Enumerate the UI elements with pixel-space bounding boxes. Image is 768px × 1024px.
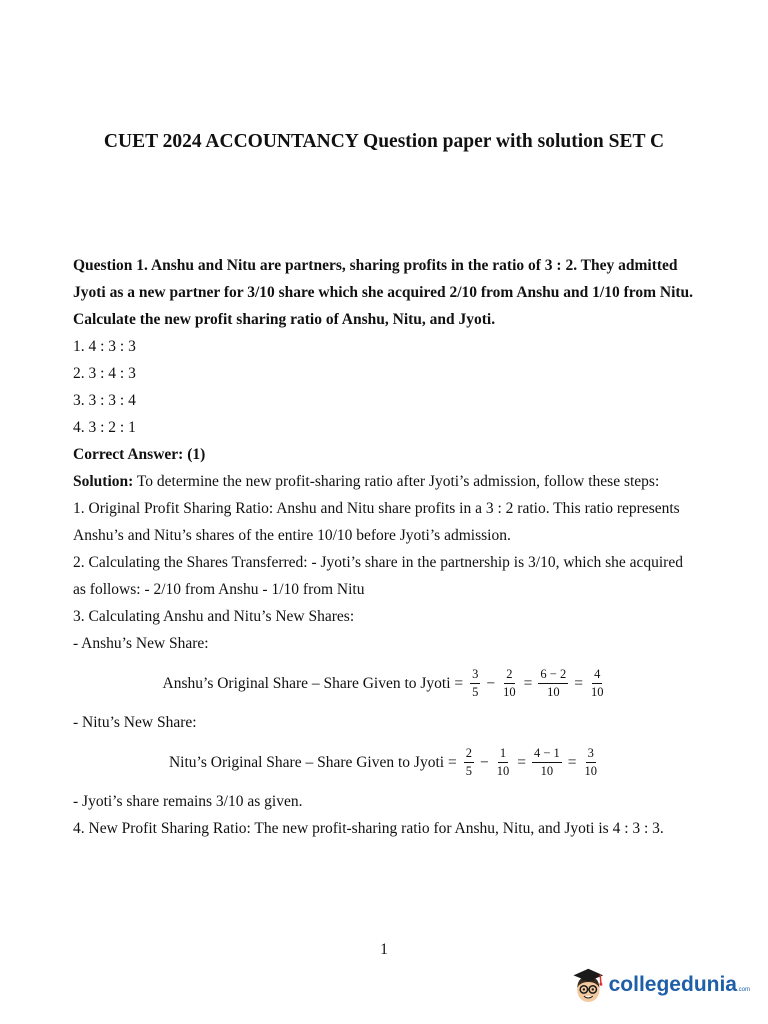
denominator: 5 <box>465 763 472 778</box>
equals-sign: = <box>517 753 526 771</box>
numerator: 4 − 1 <box>532 746 562 763</box>
numerator: 1 <box>498 746 508 763</box>
nitu-heading: - Nitu’s New Share: <box>73 714 197 731</box>
nitu-equation <box>73 736 698 788</box>
denominator: 10 <box>547 684 560 699</box>
denominator: 10 <box>584 763 598 778</box>
fraction <box>589 667 606 700</box>
logo-text: collegedunia <box>608 973 737 996</box>
equation-lhs: Anshu’s Original Share – Share Given to Jyoti = <box>162 674 464 692</box>
fraction <box>470 667 480 700</box>
equals-sign: = <box>523 674 533 692</box>
solution-paragraph <box>73 468 698 495</box>
numerator: 3 <box>586 746 596 763</box>
graduate-mascot-icon <box>572 959 605 1011</box>
numerator: 3 <box>470 667 480 684</box>
fraction <box>538 667 568 700</box>
fraction <box>464 746 474 779</box>
numerator: 4 <box>592 667 602 684</box>
question-text: Question 1. Anshu and Nitu are partners, sharing profits in the ratio of 3 : 2. They admitted Jyoti as a new partner for 3/10 share which she acquired 2/10 from Anshu and 1/10 from Nitu. Calculate the new profit sharing ratio of Anshu, Nitu, and Jyoti. <box>73 257 694 328</box>
denominator: 10 <box>503 684 516 699</box>
correct-answer: Correct Answer: (1) <box>73 446 206 463</box>
numerator: 2 <box>504 667 514 684</box>
logo-suffix: .com <box>736 987 750 993</box>
fraction <box>532 746 562 779</box>
minus-sign: − <box>486 674 496 692</box>
numerator: 2 <box>464 746 474 763</box>
anshu-heading: - Anshu’s New Share: <box>73 635 209 652</box>
step-2: 2. Calculating the Shares Transferred: - Jyoti’s share in the partnership is 3/10, which she acquired as follows: - 2/10 from Anshu - 1/10 from Nitu <box>73 554 683 598</box>
fraction <box>501 667 518 700</box>
denominator: 5 <box>472 684 479 699</box>
denominator: 10 <box>540 763 554 778</box>
collegedunia-logo <box>572 955 750 1015</box>
option-4: 4. 3 : 2 : 1 <box>73 419 136 436</box>
numerator: 6 − 2 <box>538 667 568 684</box>
minus-sign: − <box>479 753 489 771</box>
equals-sign: = <box>574 674 583 692</box>
option-2: 2. 3 : 4 : 3 <box>73 365 136 382</box>
page-number: 1 <box>380 941 388 958</box>
fraction <box>583 746 600 779</box>
solution-label: Solution: <box>73 473 134 490</box>
step-4: 4. New Profit Sharing Ratio: The new profit-sharing ratio for Anshu, Nitu, and Jyoti is 4 : 3 : 3. <box>73 820 664 837</box>
page-title: CUET 2024 ACCOUNTANCY Question paper with solution SET C <box>103 131 665 152</box>
equals-sign: = <box>567 753 577 771</box>
document-body <box>73 252 698 842</box>
denominator: 10 <box>496 763 510 778</box>
option-1: 1. 4 : 3 : 3 <box>73 338 136 355</box>
step-3: 3. Calculating Anshu and Nitu’s New Shares: <box>73 608 355 625</box>
option-3: 3. 3 : 3 : 4 <box>73 392 136 409</box>
solution-intro: To determine the new profit-sharing ratio after Jyoti’s admission, follow these steps: <box>133 473 660 490</box>
anshu-equation <box>73 657 698 709</box>
fraction <box>495 746 512 779</box>
step-1: 1. Original Profit Sharing Ratio: Anshu and Nitu share profits in a 3 : 2 ratio. This ratio represents Anshu’s and Nitu’s shares of the entire 10/10 before Jyoti’s admission. <box>73 500 680 544</box>
equation-lhs: Nitu’s Original Share – Share Given to Jyoti = <box>168 753 457 771</box>
denominator: 10 <box>590 684 604 699</box>
jyoti-note: - Jyoti’s share remains 3/10 as given. <box>73 793 303 810</box>
